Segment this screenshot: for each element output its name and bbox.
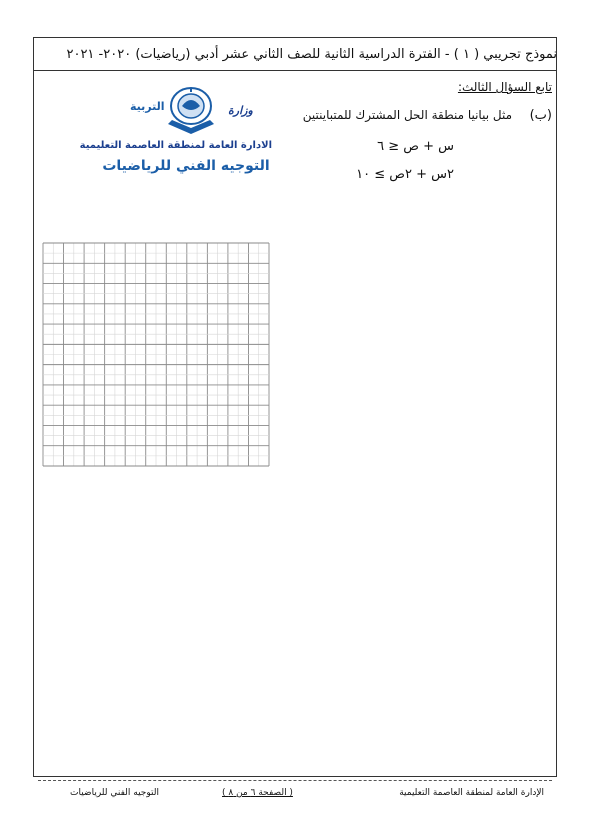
- page-number: ( الصفحة ٦ من ٨ ): [222, 788, 293, 798]
- question-text: مثل بيانيا منطقة الحل المشترك للمتباينتين: [302, 108, 512, 122]
- graph-grid: [42, 242, 270, 471]
- ministry-logo: [79, 84, 278, 184]
- logo-directorate-name: الادارة العامة لمنطقة العاصمة التعليمية: [79, 140, 272, 151]
- logo-department-name: التوجيه الفني للرياضيات: [102, 158, 270, 174]
- footer-directorate: الإدارة العامة لمنطقة العاصمة التعليمية: [399, 788, 544, 798]
- footer-divider: [38, 780, 552, 781]
- section-title: تابع السؤال الثالث:: [457, 80, 552, 94]
- inequality-2: ٢س + ٢ص ≥ ١٠: [356, 167, 454, 182]
- emblem-icon: [162, 84, 220, 138]
- header-divider: [33, 70, 557, 71]
- logo-word-ministry: وزارة: [228, 104, 253, 117]
- inequality-1: س + ص ≤ ٦: [377, 139, 454, 154]
- logo-word-education: التربية: [130, 100, 165, 113]
- page-header-title: نموذج تجريبي ( ١ ) - الفترة الدراسية الثانية للصف الثاني عشر أدبي (رياضيات) ٢٠٢٠- ٢٠٢١: [66, 47, 557, 62]
- question-part-label: (ب): [529, 108, 552, 123]
- graph-grid-svg: [42, 242, 270, 467]
- footer-department: التوجيه الفني للرياضيات: [70, 788, 159, 798]
